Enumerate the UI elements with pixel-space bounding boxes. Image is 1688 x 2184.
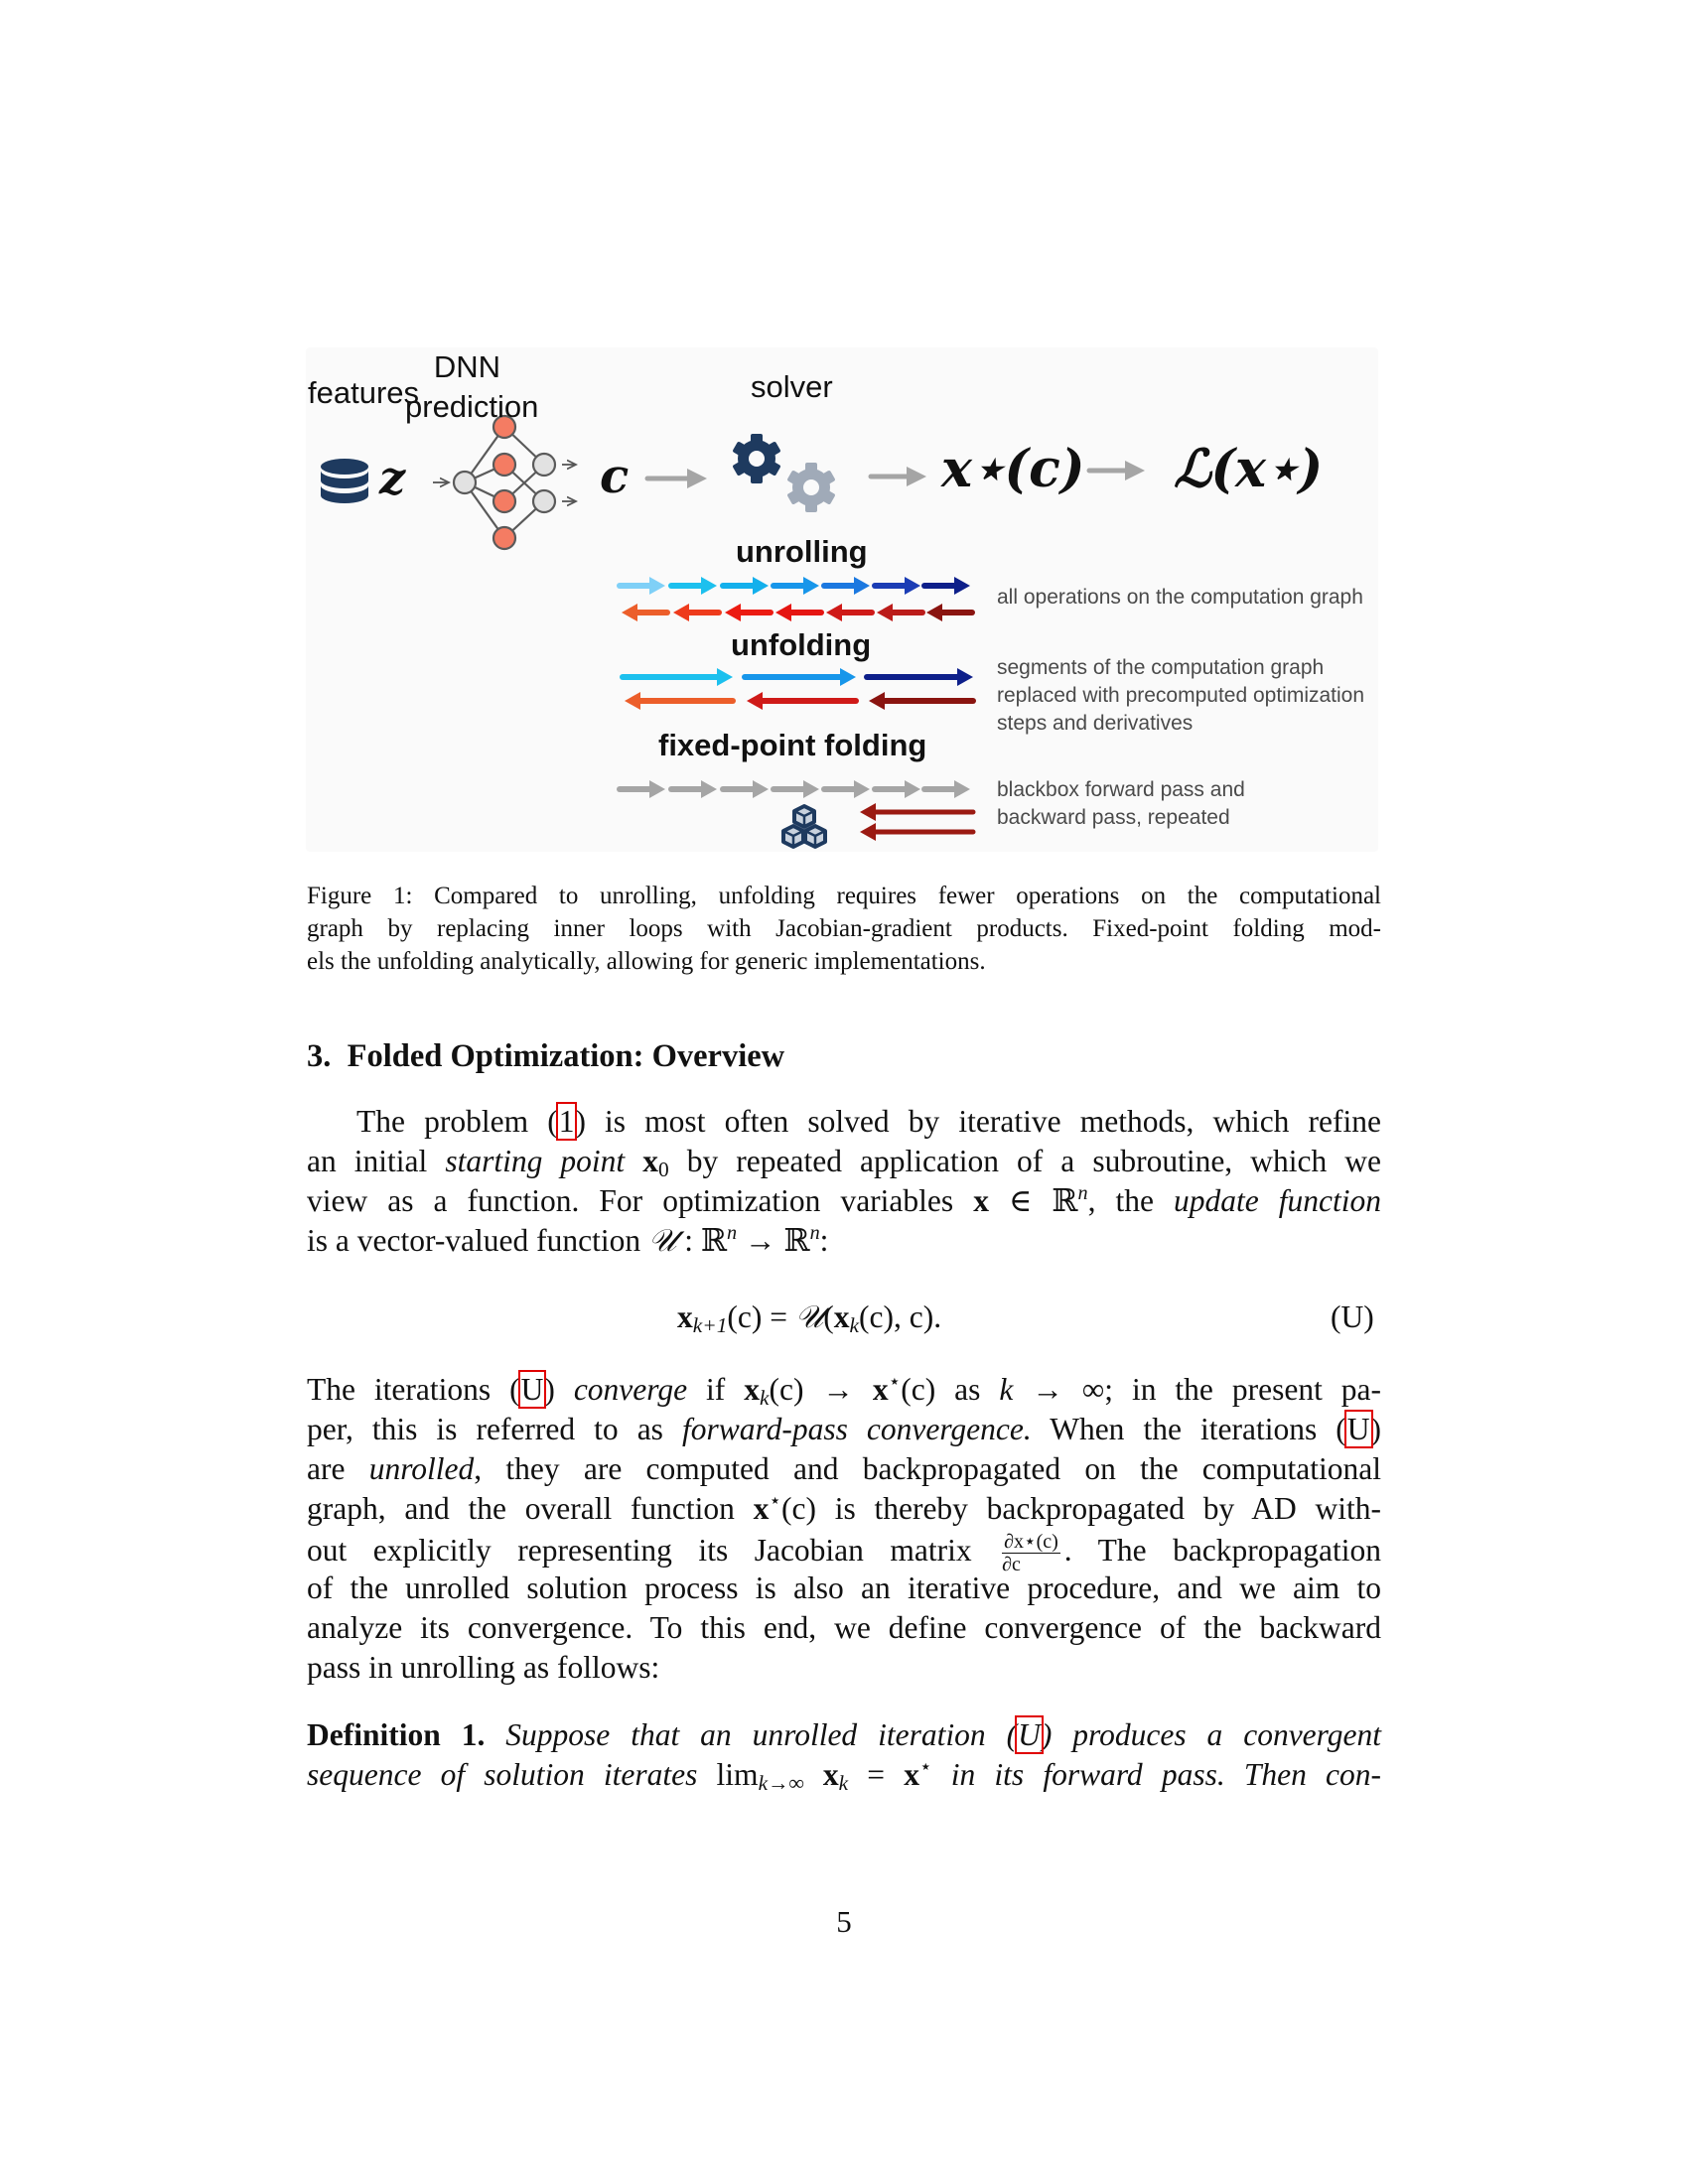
note-folding-1: blackbox forward pass and [997, 778, 1245, 801]
para2-line-4: graph, and the overall function x⋆(c) is thereby backpropagated by AD with- [307, 1490, 1381, 1526]
equation-U: $x_{k+1}(c)$ = $𝒰(x_k(c)$, c). [677, 1299, 942, 1337]
para2-line-7: analyze its convergence. To this end, we define convergence of the backward [307, 1610, 1381, 1645]
para2-line-5: out explicitly representing its Jacobian matrix $\frac{\partial x⋆(c)}{\partial c}$ . The backpropagation [307, 1531, 1381, 1576]
database-icon [321, 459, 368, 503]
label-unfolding: unfolding [731, 627, 872, 662]
cubes-icon [783, 806, 825, 847]
math-x-star-c: x⋆(c) [941, 439, 1085, 499]
note-unfolding-3: steps and derivatives [997, 712, 1194, 735]
note-unfolding-2: replaced with precomputed optimization [997, 684, 1365, 707]
definition-line-1: Definition 1. Suppose that an unrolled iteration (U) produces a convergent [307, 1717, 1381, 1752]
label-unrolling: unrolling [736, 534, 868, 569]
definition-line-2: sequence of solution iterates $\lim_{k\to\infty} x_k = x^⋆$ in its forward pass. Then con- [307, 1756, 1382, 1795]
jacobian-fraction: $\frac{\partial x⋆(c)}{\partial c}$ [1002, 1531, 1058, 1576]
note-unfolding-1: segments of the computation graph [997, 656, 1325, 679]
section-number: 3. [307, 1038, 332, 1074]
para1-line-2: an initial starting point $x_0$ by repeated application of a subroutine, which we [307, 1144, 1381, 1181]
neural-network-icon [454, 416, 555, 549]
folding-forward-arrows [620, 780, 970, 798]
note-folding-2: backward pass, repeated [997, 806, 1230, 829]
math-loss: ℒ(x⋆) [1174, 439, 1324, 499]
ref-eq-U-3[interactable]: U [1018, 1717, 1041, 1752]
note-unrolling: all operations on the computation graph [997, 586, 1363, 609]
para2-line-1: The iterations (U) converge if $x_k(c) \to x^⋆(c)$ as k → ∞; in the present pa- [307, 1371, 1381, 1410]
para2-line-6: of the unrolled solution process is also an iterative procedure, and we aim to [307, 1570, 1381, 1605]
ref-eq-U-2[interactable]: U [1346, 1412, 1370, 1446]
label-solver: solver [751, 369, 833, 404]
unrolling-backward-arrows [622, 604, 972, 621]
gear-icon [732, 434, 835, 512]
caption-line-3: els the unfolding analytically, allowing for generic implementations. [307, 948, 986, 975]
caption-line-1: Figure 1: Compared to unrolling, unfolding requires fewer operations on the computational [307, 883, 1381, 909]
para2-line-3: are unrolled, they are computed and backpropagated on the computational [307, 1451, 1382, 1486]
label-fixed-point-folding: fixed-point folding [658, 728, 927, 762]
unfolding-backward-arrows [625, 692, 973, 710]
label-prediction: prediction [405, 389, 539, 424]
para2-line-8: pass in unrolling as follows: [307, 1650, 660, 1685]
para1-line-1: The problem (1) is most often solved by iterative methods, which refine [356, 1104, 1381, 1139]
section-title: Folded Optimization: Overview [347, 1038, 785, 1074]
para2-line-2: per, this is referred to as forward-pass convergence. When the iterations (U) [307, 1412, 1381, 1446]
para1-line-3: view as a function. For optimization variables x ∈ ℝ$^n$, the update function [307, 1182, 1381, 1218]
caption-line-2: graph by replacing inner loops with Jacobian-gradient products. Fixed-point folding mod- [307, 915, 1381, 942]
folding-backward-arrows [860, 803, 973, 841]
section-heading [307, 1036, 784, 1076]
label-dnn: DNN [433, 349, 501, 384]
math-c: c [600, 449, 630, 504]
unfolding-forward-arrows [623, 668, 973, 686]
page-number: 5 [836, 1904, 852, 1939]
figure-1 [306, 347, 1378, 852]
math-z: z [379, 451, 406, 504]
para1-line-4: is a vector-valued function 𝒰 : ℝ$^n$ → ℝ$^n$: [307, 1222, 829, 1258]
ref-eq-U[interactable]: U [520, 1372, 544, 1407]
definition-label: Definition 1. [307, 1717, 486, 1752]
unrolling-forward-arrows [620, 577, 970, 595]
label-features: features [308, 375, 420, 410]
ref-eq-1[interactable]: 1 [558, 1104, 575, 1139]
equation-tag: (U) [1331, 1299, 1374, 1334]
